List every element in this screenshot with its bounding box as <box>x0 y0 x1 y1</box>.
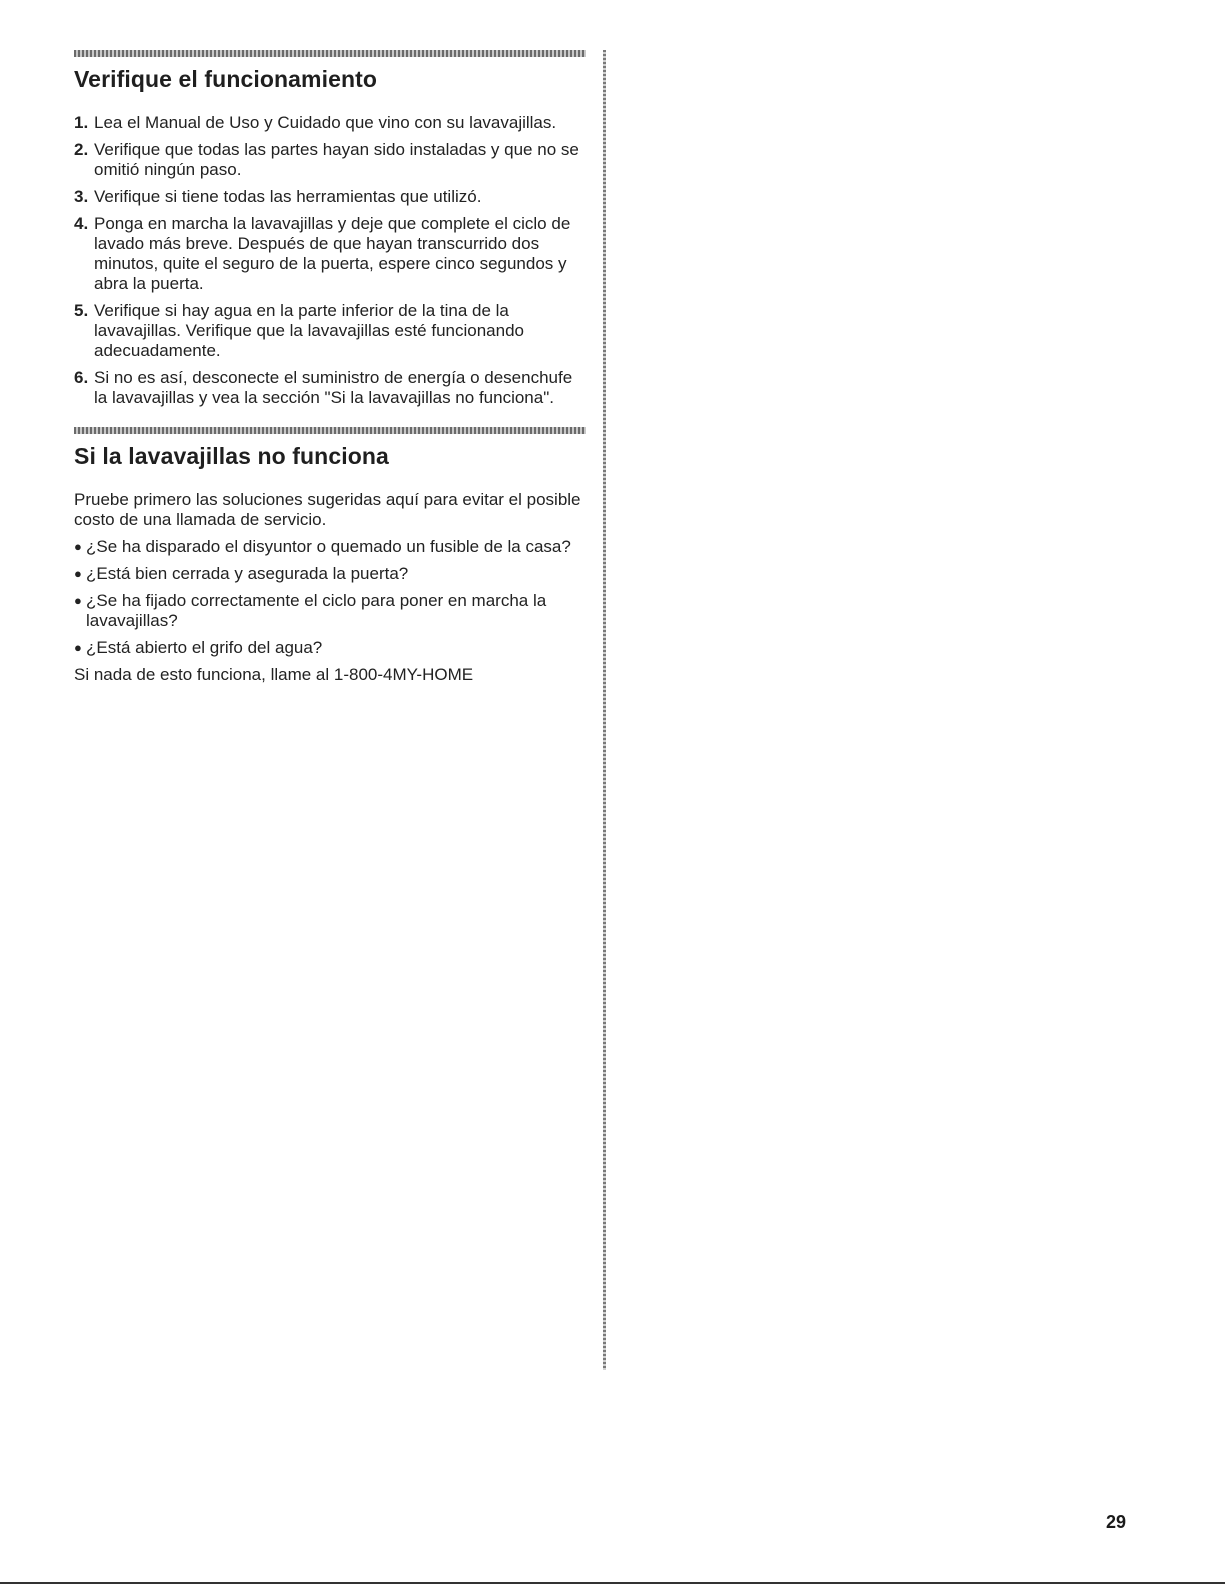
section-not-working <box>74 427 586 685</box>
step-item <box>74 113 586 133</box>
bullet-icon: ● <box>74 566 82 581</box>
bullet-icon: ● <box>74 593 82 608</box>
checklist-item <box>74 537 586 557</box>
step-item <box>74 140 586 180</box>
page-number: 29 <box>1106 1512 1127 1532</box>
bottom-border-rule <box>0 1582 1225 1584</box>
bullet-icon: ● <box>74 539 82 554</box>
step-number: 2. <box>74 140 89 159</box>
step-number: 3. <box>74 187 89 206</box>
bullet-icon: ● <box>74 640 82 655</box>
left-column <box>74 50 586 685</box>
section-title-not-working: Si la lavavajillas no funciona <box>74 443 389 469</box>
checklist-item <box>74 564 586 584</box>
checklist-item <box>74 591 586 631</box>
step-text: Verifique si tiene todas las herramientas que utilizó. <box>94 187 482 206</box>
section-divider-rule <box>74 427 586 434</box>
checklist-item <box>74 638 586 658</box>
checklist-text: ¿Se ha disparado el disyuntor o quemado un fusible de la casa? <box>86 537 571 556</box>
column-divider-rule <box>603 50 606 1370</box>
checklist-text: ¿Está abierto el grifo del agua? <box>86 638 323 657</box>
closing-paragraph: Si nada de esto funciona, llame al 1-800-4MY-HOME <box>74 665 474 684</box>
steps-list <box>74 113 586 408</box>
checklist-text: ¿Está bien cerrada y asegurada la puerta? <box>86 564 409 583</box>
step-text: Verifique que todas las partes hayan sido instaladas y que no se omitió ningún paso. <box>94 140 579 179</box>
checklist <box>74 537 586 658</box>
step-text: Lea el Manual de Uso y Cuidado que vino con su lavavajillas. <box>94 113 557 132</box>
section-divider-rule <box>74 50 586 57</box>
step-text: Verifique si hay agua en la parte inferior de la tina de la lavavajillas. Verifique que la lavavajillas esté funcionando adecuadamente. <box>94 301 524 360</box>
checklist-text: ¿Se ha fijado correctamente el ciclo para poner en marcha la lavavajillas? <box>86 591 547 630</box>
step-number: 5. <box>74 301 89 320</box>
section-check-operation <box>74 50 586 408</box>
step-number: 4. <box>74 214 89 233</box>
section-title-check-operation: Verifique el funcionamiento <box>74 66 378 92</box>
step-number: 1. <box>74 113 89 132</box>
step-item <box>74 187 586 207</box>
step-text: Ponga en marcha la lavavajillas y deje que complete el ciclo de lavado más breve. Después de que hayan transcurrido dos minutos, quite el seguro de la puerta, espere cinco segundos y abra la puerta. <box>94 214 571 293</box>
step-item <box>74 214 586 294</box>
intro-paragraph: Pruebe primero las soluciones sugeridas aquí para evitar el posible costo de una llamada de servicio. <box>74 490 581 529</box>
step-item <box>74 301 586 361</box>
step-item <box>74 368 586 408</box>
step-text: Si no es así, desconecte el suministro de energía o desenchufe la lavavajillas y vea la sección "Si la lavavajillas no funciona". <box>94 368 573 407</box>
step-number: 6. <box>74 368 89 387</box>
